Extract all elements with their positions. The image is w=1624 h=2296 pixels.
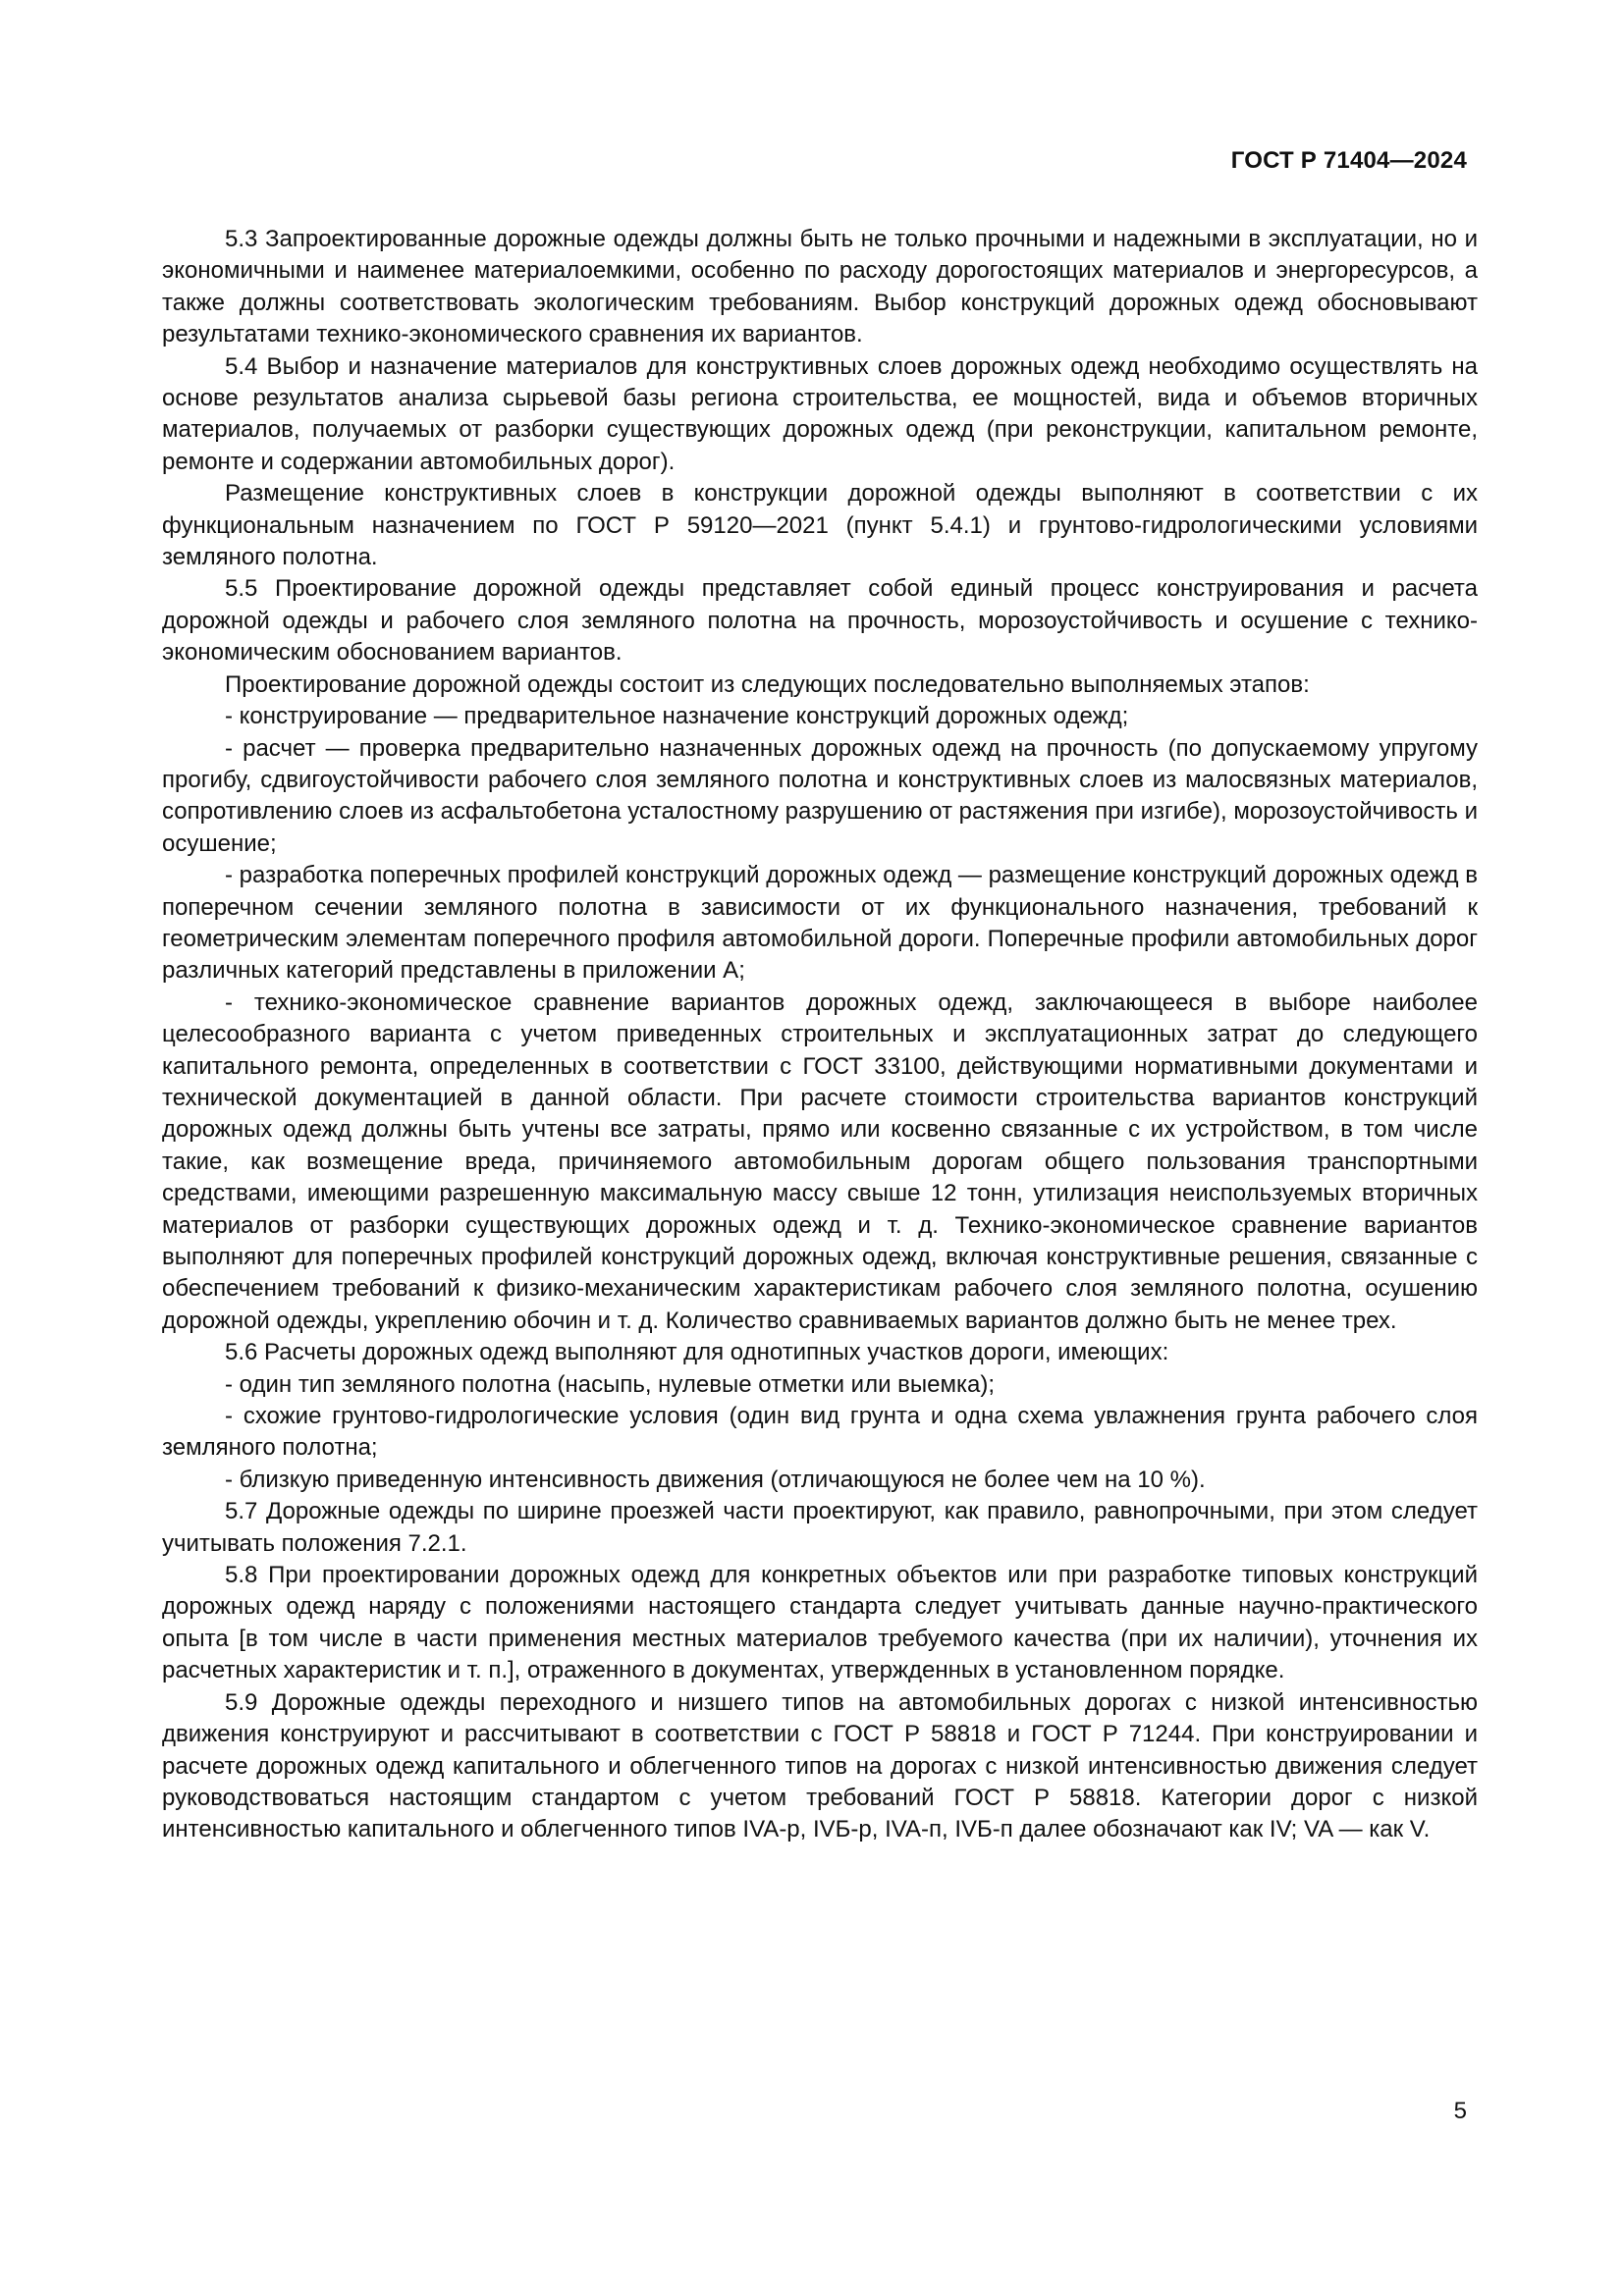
paragraph-layer-placement: Размещение конструктивных слоев в конструкции дорожной одежды выполняют в соответствии с их функциональным назначением по ГОСТ Р 59120—2021 (пункт 5.4.1) и грунтово-гидрологическими условиями земляного полотна. bbox=[162, 480, 1478, 571]
list-item-feasibility-comparison: - технико-экономическое сравнение вариантов дорожных одежд, заключающееся в выборе наиболее целесообразного варианта с учетом приведенных строительных и эксплуатационных затрат до следующего капитального ремонта, определенных в соответствии с ГОСТ 33100, действующими нормативными документами и технической документацией в данной области. При расчете стоимости строительства вариантов конструкций дорожных одежд должны быть учтены все затраты, прямо или косвенно связанные с их устройством, в том числе такие, как возмещение вреда, причиняемого автомобильным дорогам общего пользования транспортными средствами, имеющими разрешенную максимальную массу свыше 12 тонн, утилизация неиспользуемых вторичных материалов от разборки существующих дорожных одежд и т. д. Технико-экономическое сравнение вариантов выполняют для поперечных профилей конструкций дорожных одежд, включая конструктивные решения, связанные с обеспечением требований к физико-механическим характеристикам рабочего слоя земляного полотна, осушению дорожной одежды, укреплению обочин и т. д. Количество сравниваемых вариантов должно быть не менее трех. bbox=[162, 988, 1478, 1334]
list-item-traffic-intensity: - близкую приведенную интенсивность движения (отличающуюся не более чем на 10 %). bbox=[225, 1466, 1206, 1493]
paragraph-design-stages-intro: Проектирование дорожной одежды состоит из следующих последовательно выполняемых этапов: bbox=[225, 670, 1310, 698]
list-item-construction: - конструирование — предварительное назначение конструкций дорожных одежд; bbox=[225, 703, 1129, 730]
paragraph-5-3: 5.3 Запроектированные дорожные одежды должны быть не только прочными и надежными в эксплуатации, но и экономичными и наименее материалоемкими, особенно по расходу дорогостоящих материалов и энергоресурсов, а также должны соответствовать экологическим требованиям. Выбор конструкций дорожных одежд обосновывают результатами технико-экономического сравнения их вариантов. bbox=[162, 226, 1478, 348]
paragraph-5-7: 5.7 Дорожные одежды по ширине проезжей части проектируют, как правило, равнопрочными, при этом следует учитывать положения 7.2.1. bbox=[162, 1498, 1478, 1557]
page-header-standard-id: ГОСТ Р 71404—2024 bbox=[1230, 147, 1467, 174]
paragraph-5-8: 5.8 При проектировании дорожных одежд для конкретных объектов или при разработке типовых конструкций дорожных одежд наряду с положениями настоящего стандарта следует учитывать данные научно-практического опыта [в том числе в части применения местных материалов требуемого качества (при их наличии), уточнения их расчетных характеристик и т. п.], отраженного в документах, утвержденных в установленном порядке. bbox=[162, 1562, 1478, 1684]
list-item-soil-conditions: - схожие грунтово-гидрологические условия (один вид грунта и одна схема увлажнения грунта рабочего слоя земляного полотна; bbox=[162, 1403, 1478, 1462]
body-text bbox=[162, 224, 1478, 1846]
paragraph-5-5: 5.5 Проектирование дорожной одежды представляет собой единый процесс конструирования и расчета дорожной одежды и рабочего слоя земляного полотна на прочность, морозоустойчивость и осушение с технико-экономическим обоснованием вариантов. bbox=[162, 575, 1478, 667]
paragraph-5-4: 5.4 Выбор и назначение материалов для конструктивных слоев дорожных одежд необходимо осуществлять на основе результатов анализа сырьевой базы региона строительства, ее мощностей, вида и объемов вторичных материалов, получаемых от разборки существующих дорожных одежд (при реконструкции, капитальном ремонте, ремонте и содержании автомобильных дорог). bbox=[162, 352, 1478, 475]
page-number: 5 bbox=[1453, 2098, 1467, 2124]
list-item-calculation: - расчет — проверка предварительно назначенных дорожных одежд на прочность (по допускаемому упругому прогибу, сдвигоустойчивости рабочего слоя земляного полотна и конструктивных слоев из малосвязных материалов, сопротивлению слоев из асфальтобетона усталостному разрушению от растяжения при изгибе), морозоустойчивость и осушение; bbox=[162, 734, 1478, 857]
list-item-subgrade-type: - один тип земляного полотна (насыпь, нулевые отметки или выемка); bbox=[225, 1370, 996, 1398]
paragraph-5-6: 5.6 Расчеты дорожных одежд выполняют для однотипных участков дороги, имеющих: bbox=[225, 1339, 1169, 1366]
paragraph-5-9: 5.9 Дорожные одежды переходного и низшего типов на автомобильных дорогах с низкой интенсивностью движения конструируют и рассчитывают в соответствии с ГОСТ Р 58818 и ГОСТ Р 71244. При конструировании и расчете дорожных одежд капитального и облегченного типов на дорогах с низкой интенсивностью движения следует руководствоваться настоящим стандартом с учетом требований ГОСТ Р 58818. Категории дорог с низкой интенсивностью капитального и облегченного типов IVA-р, IVБ-р, IVA-п, IVБ-п далее обозначают как IV; VA — как V. bbox=[162, 1688, 1478, 1843]
list-item-cross-profiles: - разработка поперечных профилей конструкций дорожных одежд — размещение конструкций дорожных одежд в поперечном сечении земляного полотна в зависимости от их функционального назначения, требований к геометрическим элементам поперечного профиля автомобильной дороги. Поперечные профили автомобильных дорог различных категорий представлены в приложении А; bbox=[162, 862, 1478, 985]
